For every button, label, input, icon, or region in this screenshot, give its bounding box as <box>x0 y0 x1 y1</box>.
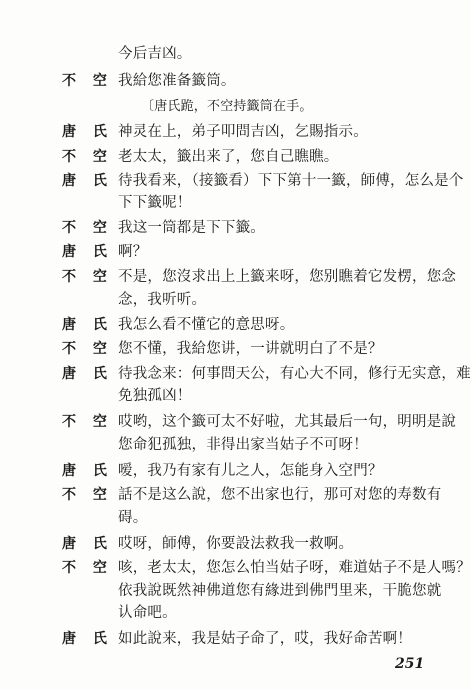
text-line-18: 嗳，我乃有家有儿之人，怎能身入空門？ <box>118 462 383 479</box>
speaker-8: 唐 氏 <box>62 244 113 261</box>
speaker-13: 唐 氏 <box>62 365 113 382</box>
text-line-19: 話不是这么說，您不出家也行，那可对您的寿数有 <box>118 487 442 504</box>
text-line-24: 认命吧。 <box>118 605 177 621</box>
text-line-13: 您不懂，我給您讲，一讲就明白了不是？ <box>118 341 383 358</box>
text-line-25: 如此說来，我是姑子命了，哎，我好命苦啊！ <box>118 631 412 647</box>
speaker-11: 唐 氏 <box>62 317 113 334</box>
text-line-23: 依我說既然神佛道您有緣进到佛門里来，干脆您就 <box>118 582 442 599</box>
speaker-20: 唐 氏 <box>62 535 113 552</box>
speaker-1: 不 空 <box>62 72 113 89</box>
text-line-7: 下下籤呢！ <box>118 194 192 211</box>
speaker-7: 不 空 <box>62 219 113 236</box>
speaker-3: 唐 氏 <box>62 124 113 141</box>
text-line-5: 老太太，籤出来了，您自己瞧瞧。 <box>118 148 339 165</box>
speaker-21: 不 空 <box>62 560 113 577</box>
text-line-4: 神灵在上，弟子叩問吉凶，乞賜指示。 <box>118 124 368 141</box>
speaker-24: 唐 氏 <box>62 631 113 647</box>
text-line-17: 您命犯孤独，非得出家当姑子不可呀！ <box>118 436 368 453</box>
speaker-4: 不 空 <box>62 148 113 165</box>
text-line-8: 我这一筒都是下下籤。 <box>118 219 265 236</box>
text-line-16: 哎哟，这个籤可太不好啦，尤其最后一句，明明是說 <box>118 414 457 431</box>
text-line-9: 啊？ <box>118 244 148 261</box>
text-line-21: 哎呀，師傅，你要設法救我一救啊。 <box>118 535 354 552</box>
speaker-15: 不 空 <box>62 414 113 431</box>
speaker-9: 不 空 <box>62 269 113 286</box>
text-line-2: 我給您准备籤筒。 <box>118 72 236 89</box>
speaker-17: 唐 氏 <box>62 462 113 479</box>
text-line-14: 待我念来：何事問天公，有心大不同，修行无实意，难 <box>118 365 471 382</box>
text-line-1: 今后吉凶。 <box>118 45 192 62</box>
speaker-12: 不 空 <box>62 341 113 358</box>
text-line-6: 待我看来，（接籤看）下下第十一籤，師傅，怎么是个 <box>118 173 464 190</box>
text-line-11: 念，我听听。 <box>118 291 207 308</box>
speaker-5: 唐 氏 <box>62 173 113 190</box>
speaker-18: 不 空 <box>62 487 113 504</box>
text-line-12: 我怎么看不懂它的意思呀。 <box>118 317 295 334</box>
text-line-20: 碍。 <box>118 509 148 526</box>
page-number: 251 <box>395 656 425 672</box>
stage-direction: 〔唐氏跪，不空持籤筒在手。 <box>141 99 313 115</box>
text-line-10: 不是，您沒求出上上籤来呀，您别瞧着它发楞，您念 <box>118 269 457 286</box>
text-line-15: 免独孤凶！ <box>118 388 192 405</box>
text-line-22: 咳，老太太，您怎么怕当姑子呀，难道姑子不是人嗎？ <box>118 560 471 577</box>
